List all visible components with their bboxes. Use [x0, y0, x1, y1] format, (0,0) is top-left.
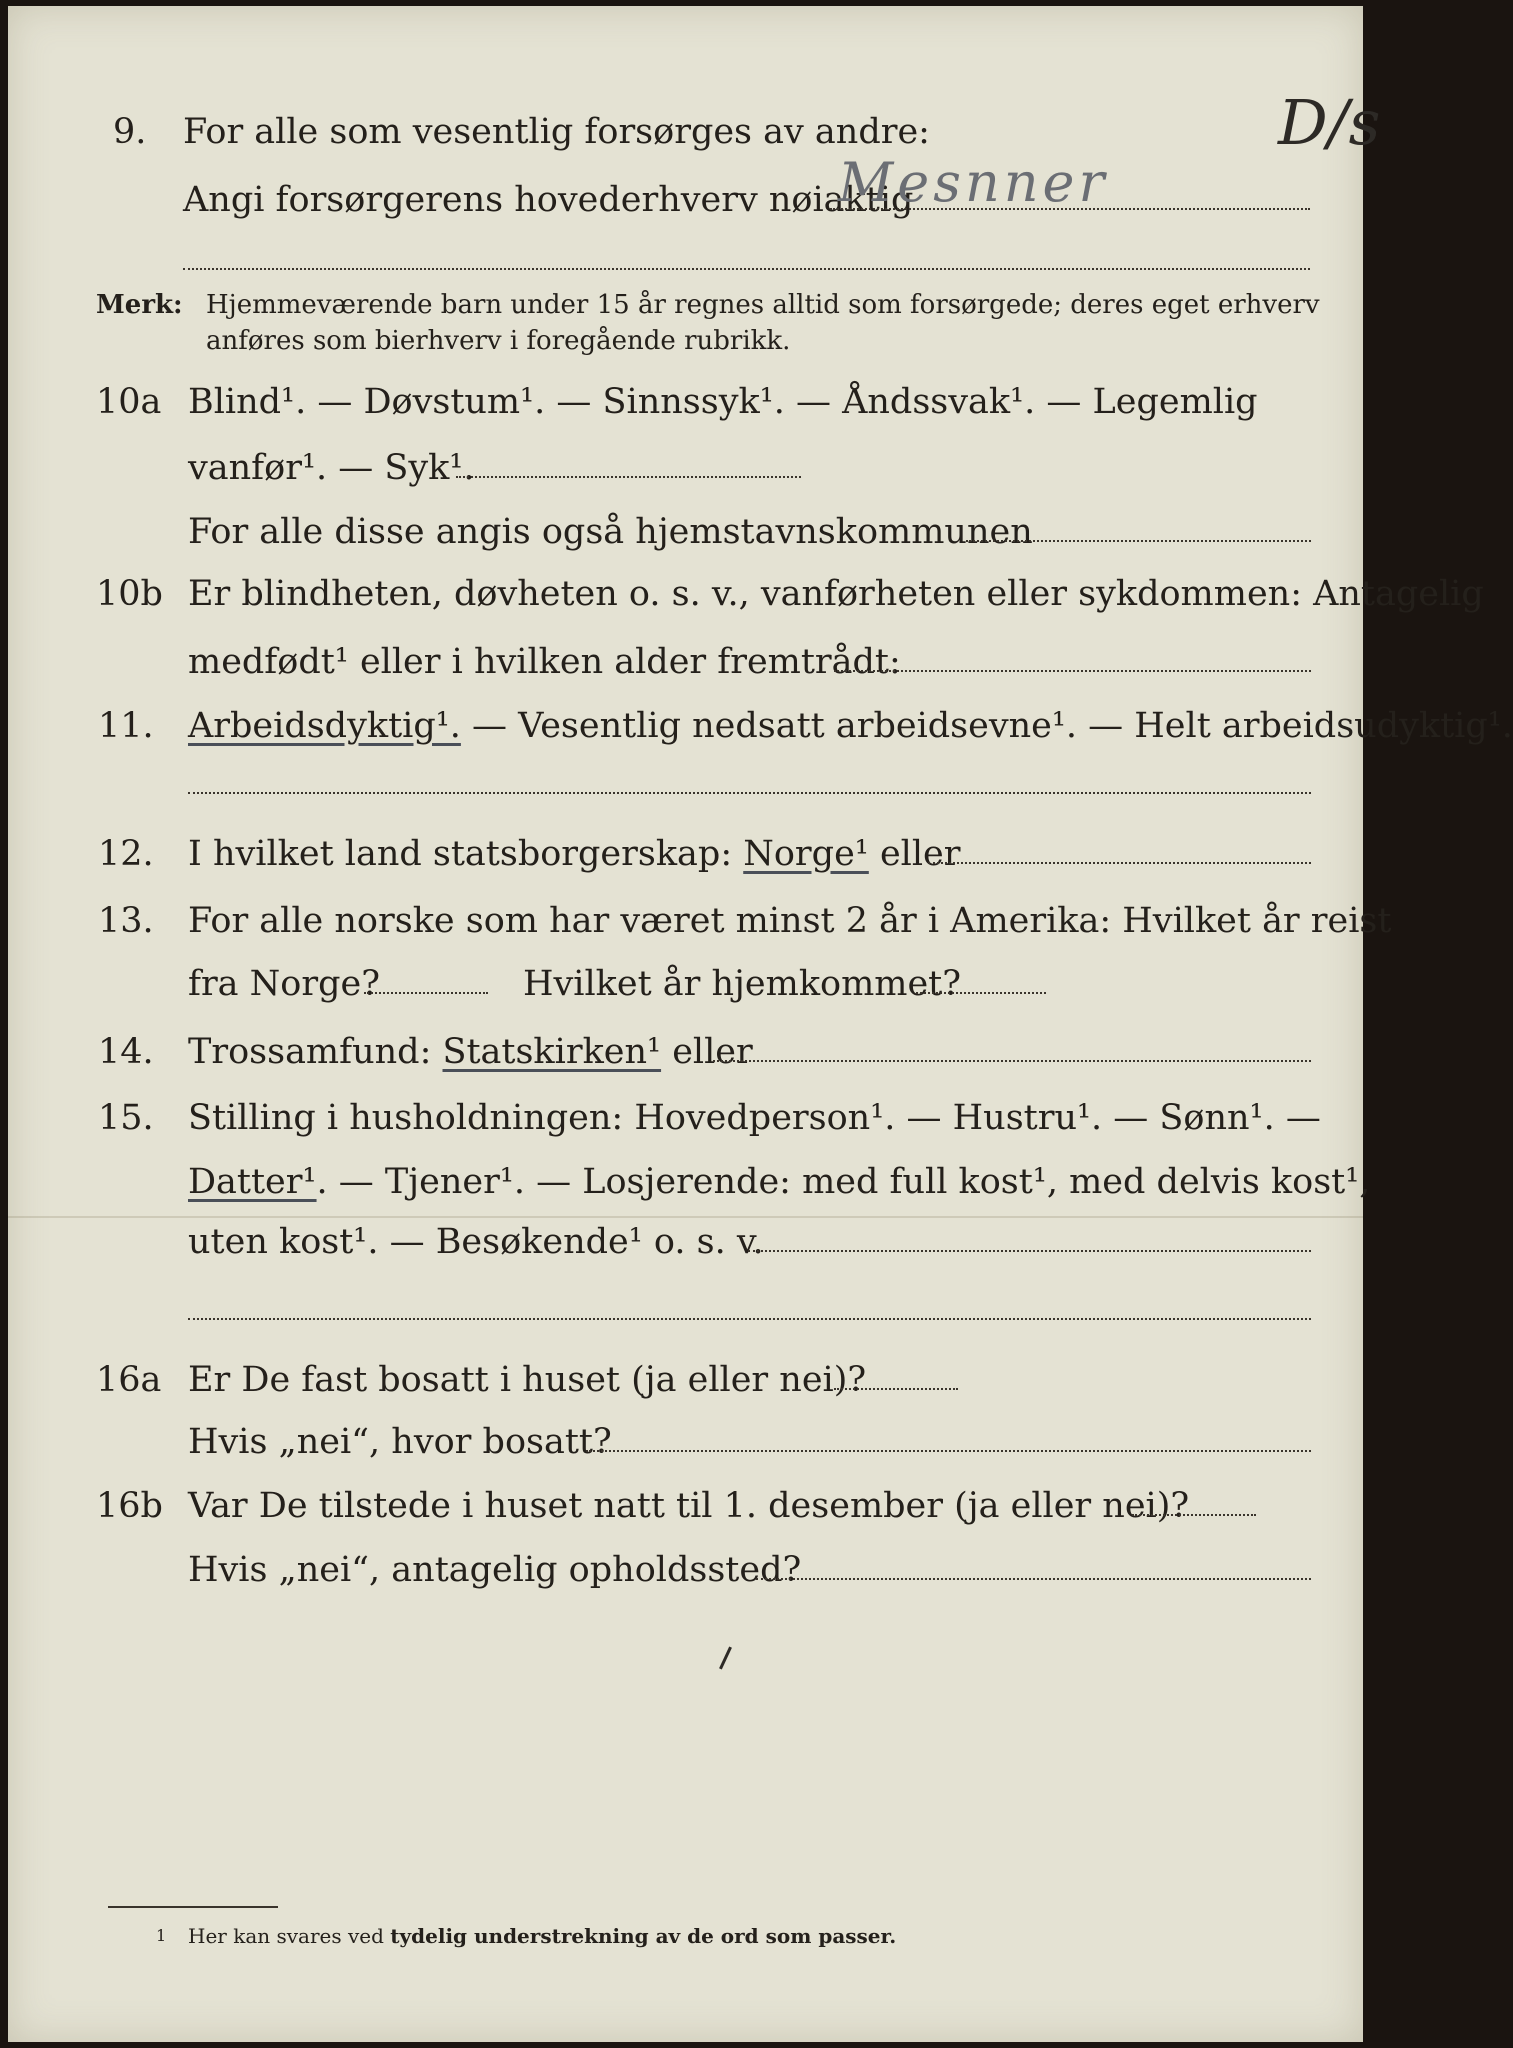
q11-number: 11.: [98, 706, 154, 746]
q12-answer-line[interactable]: [928, 862, 1311, 864]
pen-mark: [719, 1646, 732, 1669]
q15-answer-line[interactable]: [748, 1250, 1311, 1252]
footnote-mark: 1: [156, 1926, 167, 1945]
q12-prompt: I hvilket land statsborgerskap:: [188, 834, 744, 874]
q10a-options-2: vanfør¹. — Syk¹.: [188, 448, 475, 488]
q13-return-line[interactable]: [916, 992, 1046, 994]
census-form-page: [8, 6, 1513, 2042]
q15-selected-option[interactable]: Datter¹: [188, 1162, 317, 1202]
q12-selected-option[interactable]: Norge¹: [743, 834, 869, 874]
q15-extra-line[interactable]: [188, 1318, 1311, 1320]
q16b-followup: Hvis „nei“, antagelig opholdssted?: [188, 1550, 802, 1590]
q13-number: 13.: [98, 901, 154, 941]
paper-fold: [8, 1216, 1363, 1218]
corner-handwritten-mark: D/s: [1278, 86, 1381, 159]
q16b-followup-line[interactable]: [756, 1578, 1311, 1580]
q16b-number: 16b: [96, 1486, 163, 1526]
q11-other-options: — Vesentlig nedsatt arbeidsevne¹. — Helt arbeidsudyktig¹.: [460, 706, 1513, 746]
q14-answer-line[interactable]: [713, 1060, 1311, 1062]
q10a-answer-line[interactable]: [456, 476, 801, 478]
q13-right-prompt: Hvilket år hjemkommet?: [523, 964, 962, 1004]
q16a-number: 16a: [96, 1360, 162, 1400]
merk-text-2: anføres som bierhverv i foregående rubrikk.: [206, 326, 791, 356]
q10b-question-2: medfødt¹ eller i hvilken alder fremtrådt:: [188, 642, 901, 682]
q9-question: For alle som vesentlig forsørges av andre:: [183, 112, 930, 152]
merk-text-1: Hjemmeværende barn under 15 år regnes alltid som forsørgede; deres eget erhverv: [206, 290, 1320, 320]
q9-instruction: Angi forsørgerens hovederhverv nøiaktig: [183, 180, 914, 220]
q15-options-2: [188, 1160, 1370, 1204]
q14-else: eller: [661, 1032, 753, 1072]
q14-number: 14.: [98, 1032, 154, 1072]
q16a-question: Er De fast bosatt i huset (ja eller nei)?: [188, 1360, 867, 1400]
q10a-options: Blind¹. — Døvstum¹. — Sinnssyk¹. — Åndssvak¹. — Legemlig: [188, 382, 1258, 422]
q14-question: [188, 1030, 753, 1074]
q9-second-line[interactable]: [183, 268, 1310, 270]
q16a-answer-line[interactable]: [834, 1388, 958, 1390]
q11-options: [188, 704, 1513, 748]
q11-extra-line[interactable]: [188, 792, 1311, 794]
q12-question: [188, 832, 960, 876]
q10b-number: 10b: [96, 574, 163, 614]
q9-number: 9.: [113, 112, 147, 152]
q13-departure-line[interactable]: [364, 992, 488, 994]
footnote-text-bold: tydelig understrekning av de ord som passer.: [390, 1924, 897, 1948]
q12-else: eller: [868, 834, 961, 874]
q10b-question: Er blindheten, døvheten o. s. v., vanførheten eller sykdommen: Antagelig: [188, 574, 1484, 614]
q10a-hometown-line[interactable]: [966, 540, 1311, 542]
q15-options-1: Stilling i husholdningen: Hovedperson¹. — Hustru¹. — Sønn¹. —: [188, 1098, 1321, 1138]
q16b-answer-line[interactable]: [1132, 1514, 1256, 1516]
q16a-followup-line[interactable]: [586, 1450, 1311, 1452]
q12-number: 12.: [98, 834, 154, 874]
footnote-text: [188, 1914, 896, 1958]
q10a-hometown-prompt: For alle disse angis også hjemstavnskommunen: [188, 512, 1033, 552]
q13-question: For alle norske som har været minst 2 år i Amerika: Hvilket år reist: [188, 901, 1392, 941]
q15-other-options: . — Tjener¹. — Losjerende: med full kost¹, med delvis kost¹,: [316, 1162, 1371, 1202]
q10b-answer-line[interactable]: [834, 670, 1311, 672]
merk-label: Merk:: [96, 290, 183, 320]
footnote-text-plain: Her kan svares ved: [188, 1924, 391, 1948]
q11-selected-option[interactable]: Arbeidsdyktig¹.: [188, 706, 461, 746]
q13-left-prompt: fra Norge?: [188, 964, 380, 1004]
q16b-question: Var De tilstede i huset natt til 1. desember (ja eller nei)?: [188, 1486, 1190, 1526]
q14-prompt: Trossamfund:: [188, 1032, 443, 1072]
q15-options-3: uten kost¹. — Besøkende¹ o. s. v.: [188, 1222, 764, 1262]
footnote-rule: [108, 1906, 278, 1908]
q15-number: 15.: [98, 1098, 154, 1138]
q9-handwritten-answer: Mesnner: [838, 151, 1109, 214]
q10a-number: 10a: [96, 382, 162, 422]
q14-selected-option[interactable]: Statskirken¹: [442, 1032, 662, 1072]
q16a-followup: Hvis „nei“, hvor bosatt?: [188, 1422, 612, 1462]
